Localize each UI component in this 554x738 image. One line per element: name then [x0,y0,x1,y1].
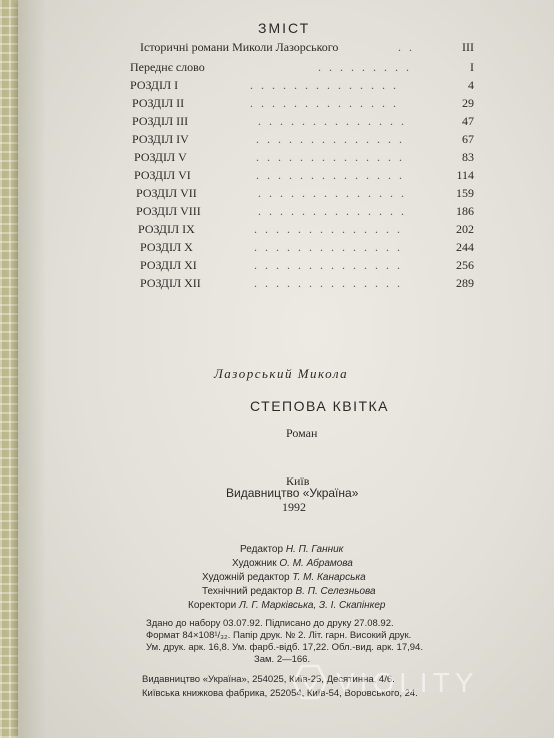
credit-role: Художній редактор [202,572,290,583]
contents-entry-page: 244 [456,240,474,254]
credit-role: Редактор [240,544,284,555]
tech-line-1: Здано до набору 03.07.92. Підписано до друку 27.08.92. [146,618,394,629]
book-genre: Роман [286,426,318,440]
contents-leader-dots: .............. [256,168,410,182]
contents-entry-label: РОЗДІЛ IX [138,222,195,236]
contents-entry-label: РОЗДІЛ XI [140,258,197,272]
contents-leader-dots: .. [398,40,420,54]
credit-editor [240,544,343,555]
watermark-text: VIOLITY [336,667,479,698]
contents-leader-dots: .............. [258,204,412,218]
credit-tech-editor [202,586,376,597]
contents-entry [18,60,554,78]
contents-entry-page: I [470,60,474,74]
credit-person: Л. Г. Марківська, З. І. Скапінкер [238,600,386,611]
contents-entry-page: 289 [456,276,474,290]
contents-leader-dots: .............. [254,240,408,254]
contents-entry [18,258,554,276]
contents-leader-dots: .............. [258,114,412,128]
watermark [288,662,548,702]
contents-entry-label: РОЗДІЛ VIII [136,204,201,218]
contents-entry [18,168,554,186]
contents-leader-dots: .............. [254,276,408,290]
contents-entry-page: 83 [462,150,474,164]
contents-entry-label: РОЗДІЛ I [130,78,179,92]
contents-entry [18,222,554,240]
credit-person: Н. П. Ганник [285,544,344,555]
printer-address: Київська книжкова фабрика, 252054, Київ-54, Воровського, 24. [142,688,418,699]
contents-entry-page: 202 [456,222,474,236]
credit-role: Художник [232,558,277,569]
contents-entry-page: 114 [456,168,474,182]
contents-entry-label: РОЗДІЛ V [134,150,187,164]
contents-entry-page: 29 [462,96,474,110]
contents-entry-page: III [462,40,474,54]
contents-entry [18,78,554,96]
credit-proofreaders [188,600,385,611]
tech-line-4: Зам. 2—166. [254,654,311,665]
credit-person: О. М. Абрамова [279,558,353,569]
contents-entry [18,114,554,132]
contents-entry-page: 67 [462,132,474,146]
contents-entry-label: РОЗДІЛ II [132,96,185,110]
contents-entry [18,150,554,168]
contents-entry [18,204,554,222]
contents-entry-label: Історичні романи Миколи Лазорського [140,40,339,54]
contents-entry-page: 47 [462,114,474,128]
watermark-logo-icon [294,666,326,698]
publication-city: Київ [286,474,310,488]
publisher-name: Видавництво «Україна» [226,486,359,500]
credit-art-editor [202,572,366,583]
author-name: Лазорський Микола [214,366,349,381]
book-title: СТЕПОВА КВІТКА [250,398,390,414]
contents-entry-page: 256 [456,258,474,272]
contents-entry-label: РОЗДІЛ VII [136,186,197,200]
credit-role: Коректори [188,600,237,611]
contents-entry-label: РОЗДІЛ IV [132,132,189,146]
publisher-address: Видавництво «Україна», 254025, Київ-25, Десятинна, 4/6. [142,674,395,685]
book-page [18,0,554,738]
contents-leader-dots: .............. [254,222,408,236]
contents-entry-label: РОЗДІЛ X [140,240,193,254]
credit-artist [232,558,353,569]
contents-entry-page: 159 [456,186,474,200]
contents-entry [18,276,554,294]
contents-title: ЗМІСТ [258,20,311,36]
contents-leader-dots: ......... [318,60,417,74]
contents-entry-label: РОЗДІЛ III [132,114,189,128]
contents-entry [18,240,554,258]
contents-leader-dots: .............. [254,258,408,272]
contents-entry [18,186,554,204]
contents-entry-label: РОЗДІЛ XII [140,276,201,290]
contents-entry-page: 186 [456,204,474,218]
credit-person: Т. М. Канарська [292,572,366,583]
publication-year: 1992 [282,500,306,514]
contents-entry-label: РОЗДІЛ VI [134,168,191,182]
credit-role: Технічний редактор [202,586,293,597]
tech-line-2: Формат 84×108¹/₃₂. Папір друк. № 2. Літ. гарн. Високий друк. [146,630,412,641]
contents-leader-dots: .............. [250,78,404,92]
contents-entry-label: Переднє слово [130,60,205,74]
contents-entry [18,96,554,114]
contents-entry [18,132,554,150]
contents-leader-dots: .............. [258,186,412,200]
contents-entry-page: 4 [468,78,474,92]
contents-leader-dots: .............. [256,132,410,146]
contents-leader-dots: .............. [250,96,404,110]
credit-person: В. П. Селезньова [295,586,376,597]
tech-line-3: Ум. друк. арк. 16,8. Ум. фарб.-відб. 17,22. Обл.-вид. арк. 17,94. [146,642,423,653]
contents-leader-dots: .............. [256,150,410,164]
contents-entry [18,40,554,58]
